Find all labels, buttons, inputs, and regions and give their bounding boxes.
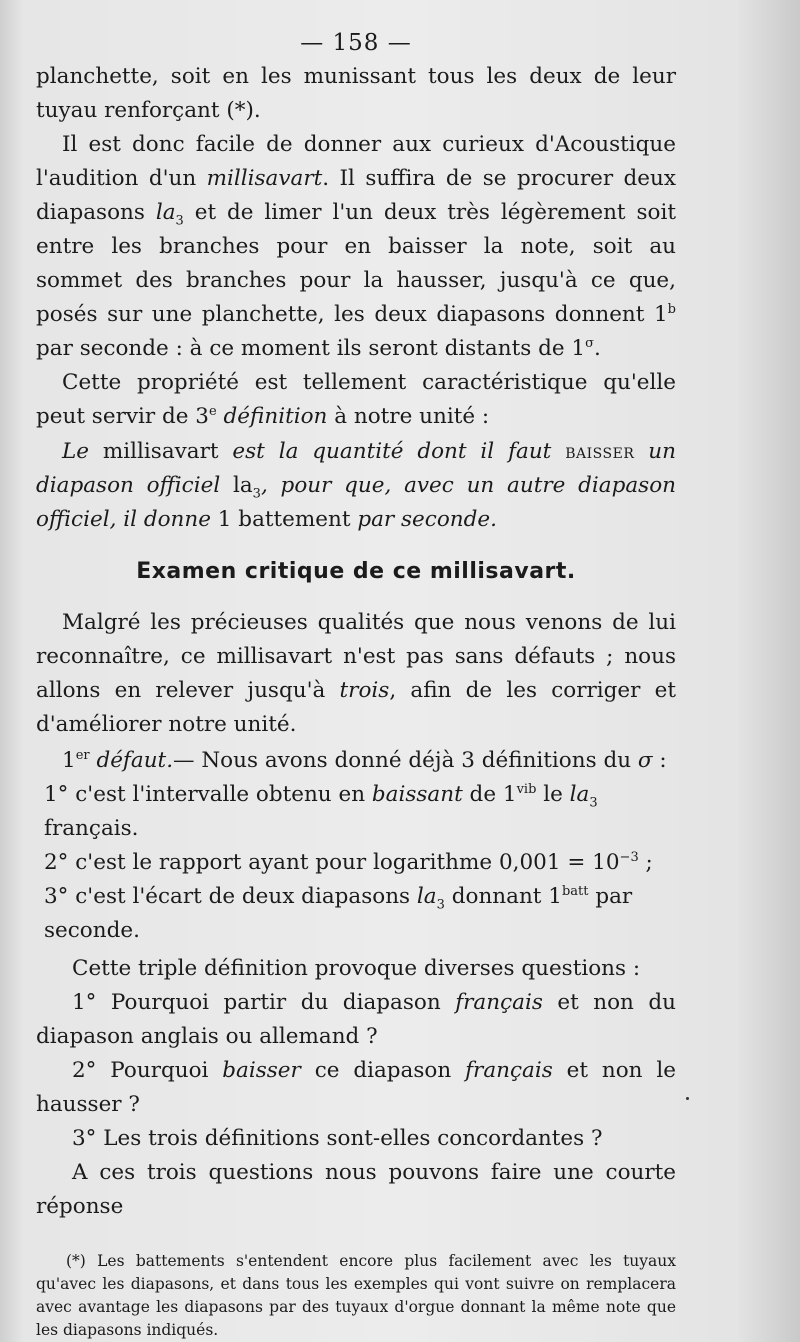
- paragraph-1: planchette, soit en les munissant tous les deux de leur tuyau renforçant (*).: [36, 64, 676, 123]
- definition-item-3: 3° c'est l'écart de deux diapasons $la_3$ donnant $1^{batt}$ par seconde.: [44, 883, 633, 943]
- paragraph-5: Cette triple définition provoque diverses questions :: [72, 956, 641, 981]
- definition-list: [36, 778, 676, 948]
- question-3: 3° Les trois définitions sont-elles concordantes ?: [72, 1126, 603, 1151]
- definition-item-1: 1° c'est l'intervalle obtenu en baissant de $1^{vib}$ le $la_3$ français.: [44, 781, 598, 841]
- section-heading: Examen critique de ce millisavart.: [136, 559, 576, 584]
- ink-speck: [686, 1097, 689, 1100]
- paragraph-6: A ces trois questions nous pouvons faire une courte réponse: [36, 1160, 676, 1219]
- question-1: 1° Pourquoi partir du diapason français et non du diapason anglais ou allemand ?: [36, 990, 676, 1049]
- footnote-text: (*) Les battements s'entendent encore plus facilement avec les tuyaux qu'avec les diapasons, et dans tous les exemples qui vont suivre on remplacera avec avantage les diapasons par des tuyaux d'orgue donnant la même note que les diapasons indiqués.: [36, 1252, 676, 1339]
- footnote: [36, 1250, 676, 1342]
- paragraph-3: Cette propriété est tellement caractéristique qu'elle peut servir de 3e définition à notre unité :: [36, 370, 676, 429]
- page-number: — 158 —: [300, 30, 412, 56]
- defect-1-line: 1er défaut.— Nous avons donné déjà 3 définitions du σ :: [62, 747, 667, 773]
- definition-item-2: 2° c'est le rapport ayant pour logarithme $0,001 = 10^{-3}$ ;: [44, 849, 653, 875]
- question-2: 2° Pourquoi baisser ce diapason français et non le hausser ?: [36, 1058, 676, 1117]
- paragraph-4: Malgré les précieuses qualités que nous venons de lui reconnaître, ce millisavart n'est pas sans défauts ; nous allons en relever jusqu'à trois, afin de les corriger et d'améliorer notre unité.: [36, 610, 676, 737]
- definition-paragraph: Le millisavart est la quantité dont il faut baisser un diapason officiel $la_3$, pour que, avec un autre diapason officiel, il donne 1 battement par seconde.: [36, 439, 676, 532]
- paragraph-2: Il est donc facile de donner aux curieux d'Acoustique l'audition d'un millisavart. Il suffira de se procurer deux diapasons $la_3$ et de limer l'un deux très légèrement soit entre les branches pour en baisser la note, soit au sommet des branches pour la hausser, jusqu'à ce que, posés sur une planchette, les deux diapasons donnent 1$^b$ par seconde : à ce moment ils seront distants de $1^\sigma$.: [36, 132, 676, 361]
- book-page: [36, 30, 676, 1342]
